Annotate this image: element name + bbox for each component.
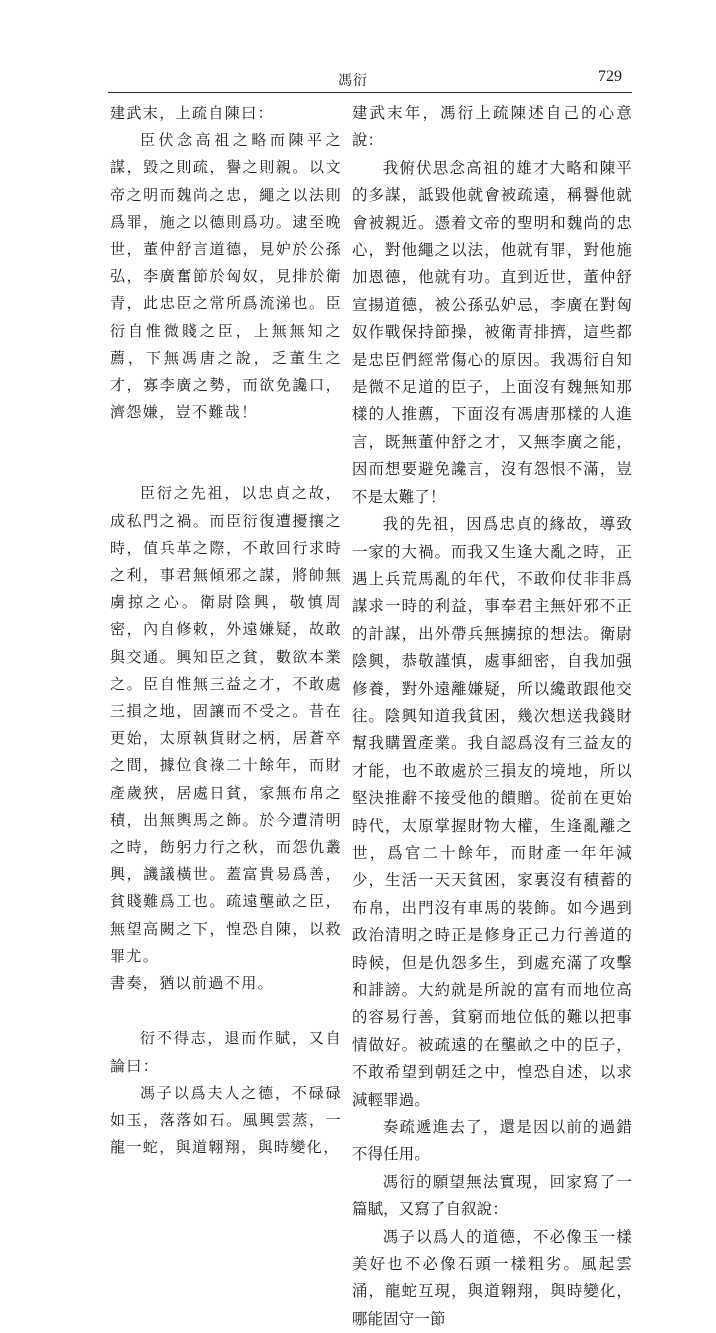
paragraph-gap (110, 426, 342, 480)
memorial-paragraph-2: 臣衍之先祖，以忠貞之故，成私門之禍。而臣衍復遭擾攘之時，值兵革之際，不敢回行求時之利，事君無傾邪之謀，將帥無虜掠之心。衛尉陰興，敬慎周密，內自修敕，外遠嫌疑，故敢與交通。興知臣之貧，數欲本業之。臣自惟無三益之才，不敢處三損之地，固讓而不受之。昔在更始，太原執貨財之柄，居蒼卒之間，據位食祿二十餘年，而財產歲狹，居處日貧，家無布帛之積，出無輿馬之飾。於今遭清明之時，飭躬力行之秋，而怨仇叢興，譏議橫世。蓋富貴易爲善，貧賤難爲工也。疏遠壟畝之臣，無望高闕之下，惶恐自陳，以救罪尤。 (110, 484, 342, 965)
translation-paragraph-1: 我俯伏思念高祖的雄才大略和陳平的多謀，詆毀他就會被疏遠，稱譽他就會被親近。憑着文帝的聖明和魏尚的忠心，對他繩之以法，他就有罪，對他施加恩德，他就有功。直到近世，董仲舒宣揚道德，被公孫弘妒忌，李廣在對匈奴作戰保持節操，被衛青排擠，這些都是忠臣們經常傷心的原因。我馮衍自知是微不足道的臣子，上面沒有魏無知那樣的人推薦，下面沒有馮唐那樣的人進言，既無董仲舒之才，又無李廣之能，因而想要避免讒言，沒有怨恨不滿，豈不是太難了！ (352, 158, 632, 506)
memorial-intro: 建武末，上疏自陳曰： (110, 104, 275, 122)
header-rule (108, 92, 632, 93)
page-header (0, 70, 716, 96)
original-text-column (110, 100, 342, 1161)
self-narration: 馮子以爲夫人之德，不碌碌如玉，落落如石。風興雲蒸，一龍一蛇，與道翺翔，與時變化， (110, 1083, 342, 1157)
translation-outcome: 奏疏遞進去了，還是因以前的過錯不得任用。 (352, 1118, 632, 1164)
running-title: 馮衍 (338, 73, 368, 89)
page-number: 729 (598, 68, 622, 85)
memorial-outcome: 書奏，猶以前過不用。 (110, 974, 275, 993)
translation-fu-intro: 馮衍的願望無法實現，回家寫了一篇賦，又寫了自叙說： (352, 1172, 632, 1219)
translation-paragraph-2: 我的先祖，因爲忠貞的緣故，導致一家的大禍。而我又生逢大亂之時，正遇上兵荒馬亂的年代，不敢仰仗非非爲謀求一時的利益，事奉君主無奸邪不正的計謀，出外帶兵無擄掠的想法。衛尉陰興，恭敬謹慎，處事細密，自我加强修養，對外遠離嫌疑，所以纔敢跟他交往。陰興知道我貧困，幾次想送我錢財幫我購置產業。我自認爲沒有三益友的才能，也不敢處於三損友的境地，所以堅決推辭不接受他的饋贈。從前在更始時代，太原掌握財物大權，生逢亂離之世，爲官二十餘年，而財產一年年減少，生活一天天貧困，家裏沒有積蓄的布帛，出門沒有車馬的裝飾。如今遇到政治清明之時正是修身正己力行善道的時候，但是仇怨多生，到處充滿了攻擊和誹謗。大約就是所說的富有而地位高的容易行善，貧窮而地位低的難以把事情做好。被疏遠的在壟畝之中的臣子，不敢希望到朝廷之中，惶恐自述，以求減輕罪過。 (352, 515, 632, 1109)
translation-self-narration: 馮子以爲人的道德，不必像玉一樣美好也不必像石頭一樣粗劣。風起雲涌，龍蛇互現，與道翱翔，與時變化，哪能固守一節 (352, 1227, 632, 1328)
translation-column (352, 100, 632, 1333)
memorial-paragraph-1: 臣伏念高祖之略而陳平之謀，毀之則疏，譽之則親。以文帝之明而魏尚之忠，繩之以法則爲罪，施之以德則爲功。逮至晚世，董仲舒言道德，見妒於公孫弘，李廣奮節於匈奴，見排於衛青，此忠臣之常所爲流涕也。臣衍自惟微賤之臣，上無無知之薦，下無馮唐之說，乏董生之才，寡李廣之勢，而欲免讒口，濟怨嫌，豈不難哉！ (110, 131, 342, 422)
translation-intro: 建武末年，馮衍上疏陳述自己的心意說： (352, 104, 632, 150)
fu-intro: 衍不得志，退而作賦，又自論曰： (110, 1029, 342, 1075)
paragraph-gap (110, 997, 342, 1025)
